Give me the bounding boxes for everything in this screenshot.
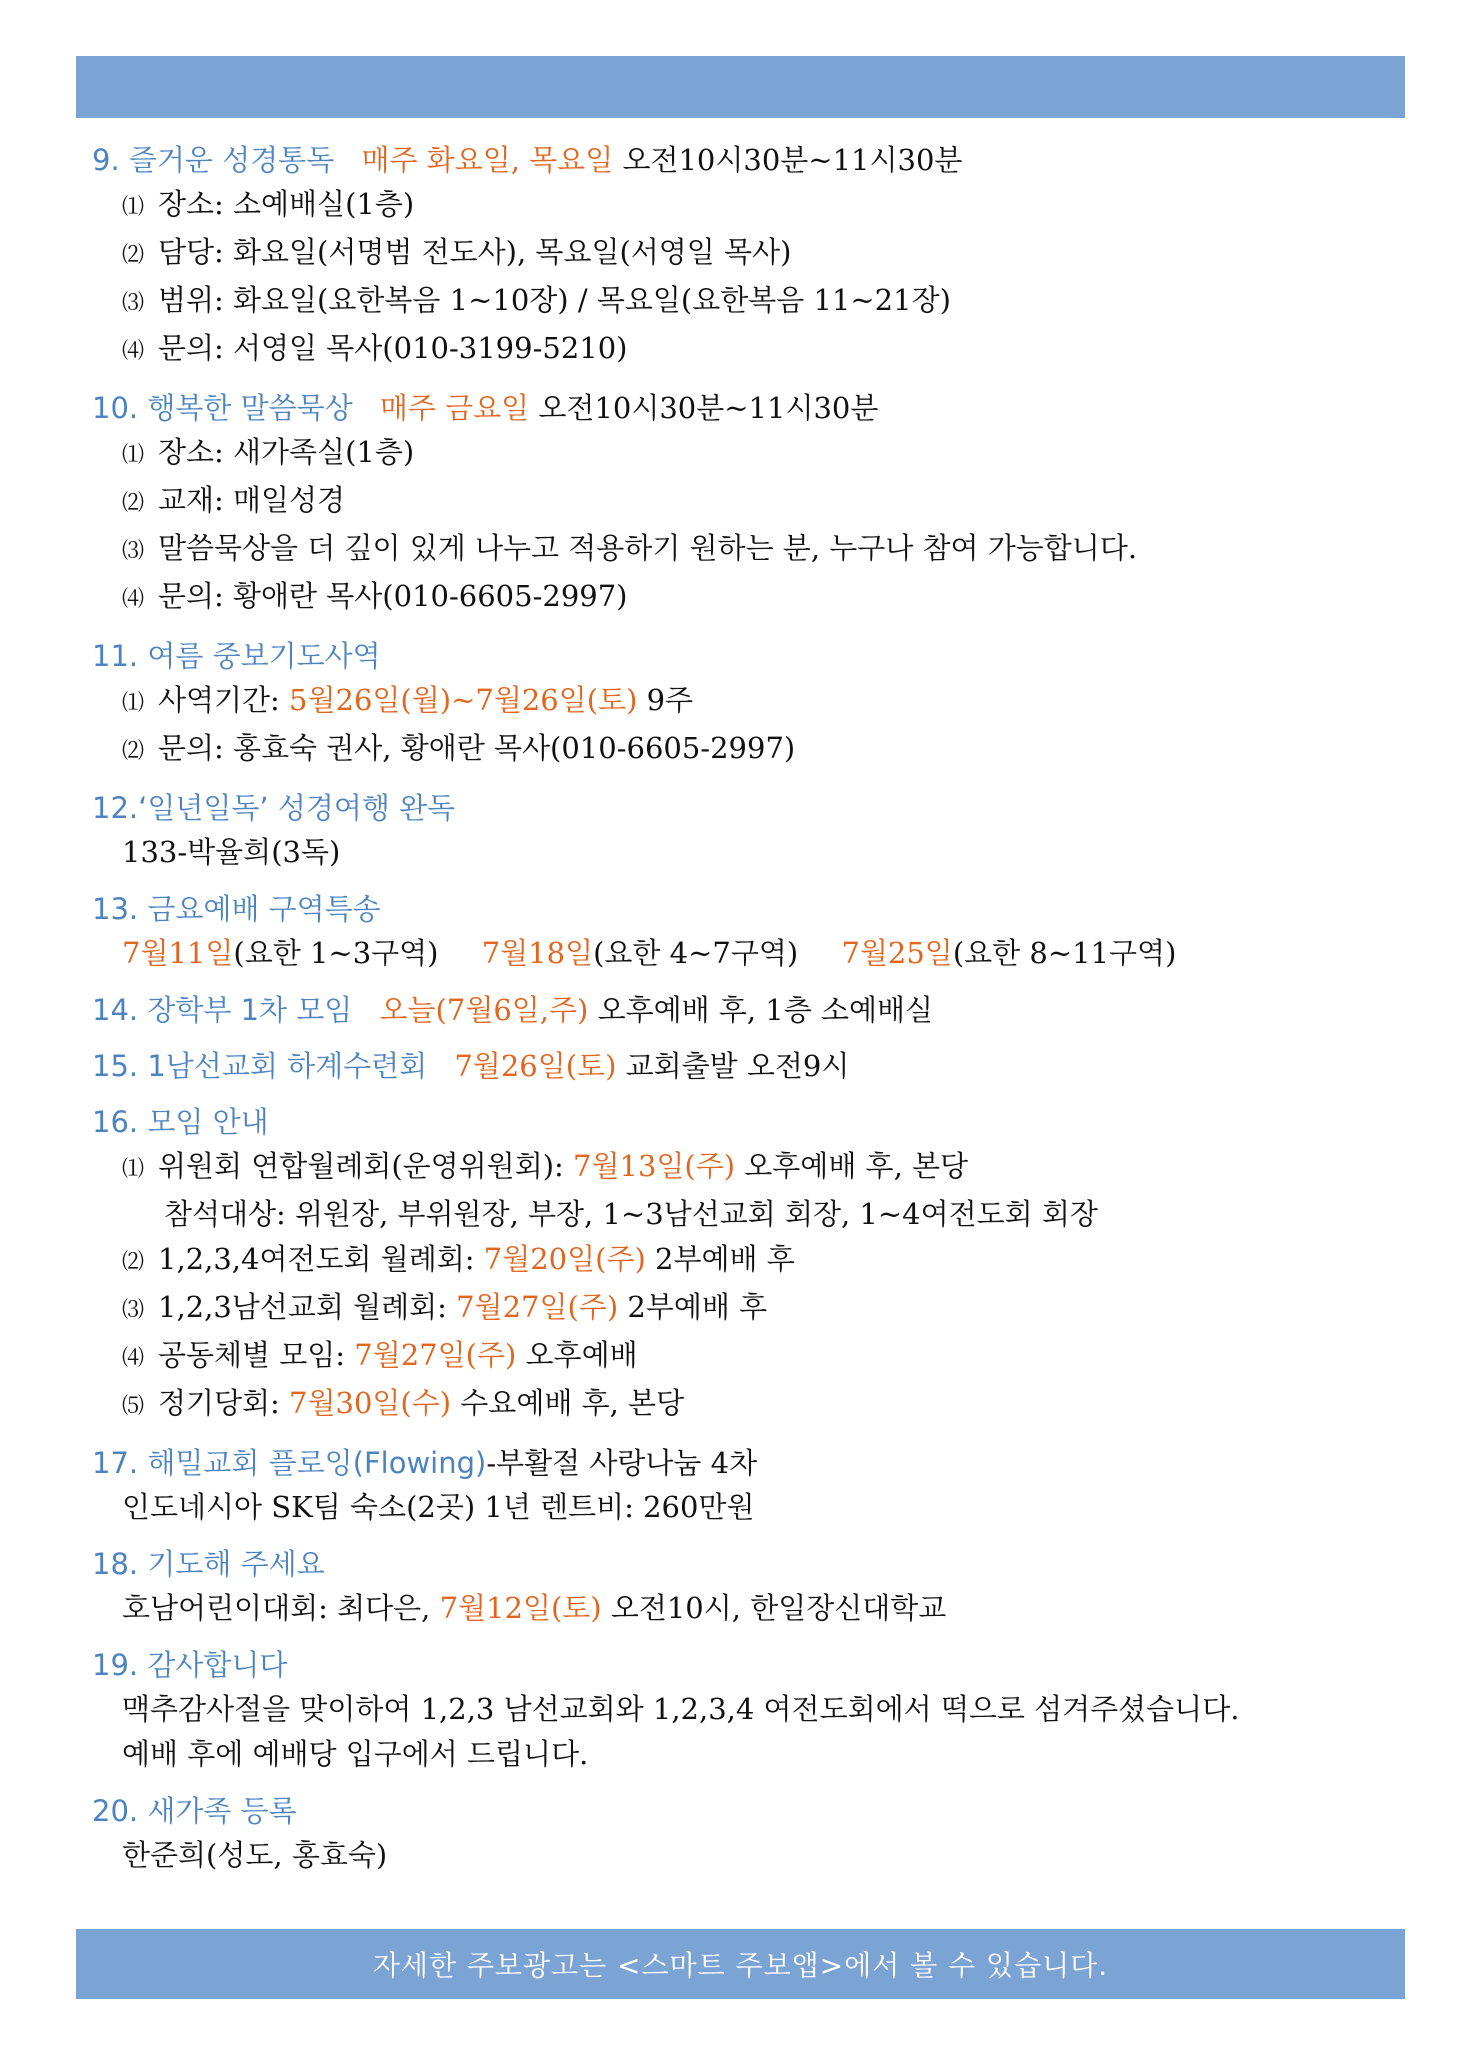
item-number: ⑵	[122, 491, 145, 516]
section-heading	[92, 887, 1392, 931]
item-tail: 9주	[646, 683, 694, 717]
item-label: 호남어린이대회: 최다은,	[122, 1591, 431, 1625]
entry-date: 7월11일	[122, 936, 234, 970]
item-date: 7월27일(주)	[456, 1290, 619, 1324]
item-number: ⑵	[122, 1250, 145, 1275]
item-tail: 오후예배	[525, 1338, 638, 1372]
list-item	[92, 1333, 1392, 1381]
heading-title: 11. 여름 중보기도사역	[92, 639, 381, 673]
heading-title: 16. 모임 안내	[92, 1105, 269, 1139]
section-intercession	[92, 634, 1392, 774]
item-tail: 2부예배 후	[655, 1242, 795, 1276]
list-item	[92, 1144, 1392, 1192]
item-number: ⑶	[122, 1298, 145, 1323]
list-item	[92, 230, 1392, 278]
heading-title: 10. 행복한 말씀묵상	[92, 391, 353, 425]
section-heading	[92, 138, 1392, 182]
section-heading	[92, 1542, 1392, 1586]
item-number: ⑷	[122, 1346, 145, 1371]
list-item	[92, 1381, 1392, 1429]
heading-title: 12.‘일년일독’ 성경여행 완독	[92, 791, 456, 825]
section-heading	[92, 988, 1392, 1032]
section-meditation	[92, 386, 1392, 622]
heading-title: 9. 즐거운 성경통독	[92, 143, 335, 177]
list-item	[92, 574, 1392, 622]
item-tail: 2부예배 후	[627, 1290, 768, 1324]
item-text: 문의: 홍효숙 권사, 황애란 목사(010-6605-2997)	[158, 731, 796, 765]
item-tail: 수요예배 후, 본당	[460, 1386, 685, 1420]
list-item	[92, 931, 1392, 976]
item-number: ⑷	[122, 339, 145, 364]
heading-highlight: 7월26일(토)	[454, 1049, 617, 1083]
heading-title: 18. 기도해 주세요	[92, 1547, 325, 1581]
entry-text: (요한 8~11구역)	[952, 936, 1177, 970]
item-text: 담당: 화요일(서명범 전도사), 목요일(서영일 목사)	[158, 235, 792, 269]
heading-title: 14. 장학부 1차 모임	[92, 993, 353, 1027]
item-text: 한준희(성도, 홍효숙)	[122, 1838, 388, 1872]
item-text: 말씀묵상을 더 깊이 있게 나누고 적용하기 원하는 분, 누구나 참여 가능합니다.	[158, 531, 1138, 565]
item-number: ⑵	[122, 243, 145, 268]
list-item	[92, 726, 1392, 774]
heading-highlight: 오늘(7월6일,주)	[379, 993, 589, 1027]
heading-tail: 오전10시30분~11시30분	[622, 143, 963, 177]
heading-title: 19. 감사합니다	[92, 1648, 288, 1682]
item-label: 위원회 연합월례회(운영위원회):	[158, 1149, 564, 1183]
item-number: ⑶	[122, 539, 145, 564]
list-item	[92, 430, 1392, 478]
item-date: 5월26일(월)~7월26일(토)	[289, 683, 638, 717]
section-new-family	[92, 1789, 1392, 1878]
section-heading	[92, 1441, 1392, 1485]
section-friday-choir	[92, 887, 1392, 976]
footer-text: 자세한 주보광고는 <스마트 주보앱>에서 볼 수 있습니다.	[372, 1949, 1109, 1982]
section-flowing	[92, 1441, 1392, 1530]
heading-title: 20. 새가족 등록	[92, 1794, 297, 1828]
item-label: 1,2,3,4여전도회 월례회:	[158, 1242, 475, 1276]
entry-date: 7월18일	[481, 936, 594, 970]
item-label: 공동체별 모임:	[158, 1338, 346, 1372]
item-text: 장소: 소예배실(1층)	[158, 187, 415, 221]
section-thanks	[92, 1643, 1392, 1777]
heading-highlight: 매주 화요일, 목요일	[361, 143, 614, 177]
heading-title: 17. 해밀교회 플로잉(Flowing)	[92, 1446, 487, 1480]
item-label: 사역기간:	[158, 683, 280, 717]
item-text: 133-박율희(3독)	[122, 835, 341, 869]
item-text: 범위: 화요일(요한복음 1~10장) / 목요일(요한복음 11~21장)	[158, 283, 951, 317]
list-item	[92, 678, 1392, 726]
section-bible-reading	[92, 138, 1392, 374]
item-number: ⑴	[122, 1157, 145, 1182]
item-date: 7월27일(주)	[354, 1338, 517, 1372]
item-text: 문의: 황애란 목사(010-6605-2997)	[158, 579, 628, 613]
item-date: 7월20일(주)	[483, 1242, 646, 1276]
entry-date: 7월25일	[841, 936, 953, 970]
list-item	[92, 1586, 1392, 1631]
item-number: ⑸	[122, 1394, 145, 1419]
heading-tail: 오후예배 후, 1층 소예배실	[597, 993, 934, 1027]
header-bar	[76, 56, 1405, 118]
item-number: ⑶	[122, 291, 145, 316]
item-text: 교재: 매일성경	[158, 483, 346, 517]
entry-text: (요한 4~7구역)	[593, 936, 799, 970]
entry-text: (요한 1~3구역)	[233, 936, 439, 970]
list-item	[92, 182, 1392, 230]
section-heading	[92, 1044, 1392, 1088]
section-heading	[92, 1100, 1392, 1144]
item-text: 장소: 새가족실(1층)	[158, 435, 415, 469]
item-text: 맥추감사절을 맞이하여 1,2,3 남선교회와 1,2,3,4 여전도회에서 떡으로 섬겨주셨습니다.	[122, 1692, 1240, 1726]
list-item	[92, 326, 1392, 374]
heading-tail: -부활절 사랑나눔 4차	[486, 1446, 758, 1480]
list-item	[92, 278, 1392, 326]
section-scholarship-meeting	[92, 988, 1392, 1032]
item-number: ⑷	[122, 587, 145, 612]
heading-tail: 오전10시30분~11시30분	[538, 391, 879, 425]
heading-title: 15. 1남선교회 하계수련회	[92, 1049, 428, 1083]
item-date: 7월30일(수)	[289, 1386, 452, 1420]
item-text: 예배 후에 예배당 입구에서 드립니다.	[122, 1737, 589, 1771]
item-number: ⑴	[122, 195, 145, 220]
announcements	[92, 138, 1392, 1890]
item-tail: 오전10시, 한일장신대학교	[610, 1591, 947, 1625]
section-heading	[92, 1643, 1392, 1687]
list-item	[92, 526, 1392, 574]
item-text: 문의: 서영일 목사(010-3199-5210)	[158, 331, 628, 365]
heading-title: 13. 금요예배 구역특송	[92, 892, 381, 926]
section-bible-completion	[92, 786, 1392, 875]
heading-highlight: 매주 금요일	[379, 391, 530, 425]
list-item	[92, 478, 1392, 526]
section-heading	[92, 634, 1392, 678]
section-summer-retreat	[92, 1044, 1392, 1088]
item-number: ⑵	[122, 739, 145, 764]
section-heading	[92, 786, 1392, 830]
item-label: 1,2,3남선교회 월례회:	[158, 1290, 447, 1324]
footer-bar	[76, 1929, 1405, 1999]
section-heading	[92, 1789, 1392, 1833]
attendees-text: 참석대상: 위원장, 부위원장, 부장, 1~3남선교회 회장, 1~4여전도회 회장	[164, 1197, 1098, 1231]
item-date: 7월12일(토)	[439, 1591, 602, 1625]
item-tail: 오후예배 후, 본당	[744, 1149, 969, 1183]
section-prayer-request	[92, 1542, 1392, 1631]
item-number: ⑴	[122, 443, 145, 468]
item-label: 정기당회:	[158, 1386, 280, 1420]
section-heading	[92, 386, 1392, 430]
item-number: ⑴	[122, 691, 145, 716]
item-text: 인도네시아 SK팀 숙소(2곳) 1년 렌트비: 260만원	[122, 1490, 755, 1524]
item-date: 7월13일(주)	[573, 1149, 736, 1183]
list-item	[92, 1285, 1392, 1333]
section-meetings	[92, 1100, 1392, 1429]
heading-tail: 교회출발 오전9시	[625, 1049, 850, 1083]
list-item	[92, 1237, 1392, 1285]
